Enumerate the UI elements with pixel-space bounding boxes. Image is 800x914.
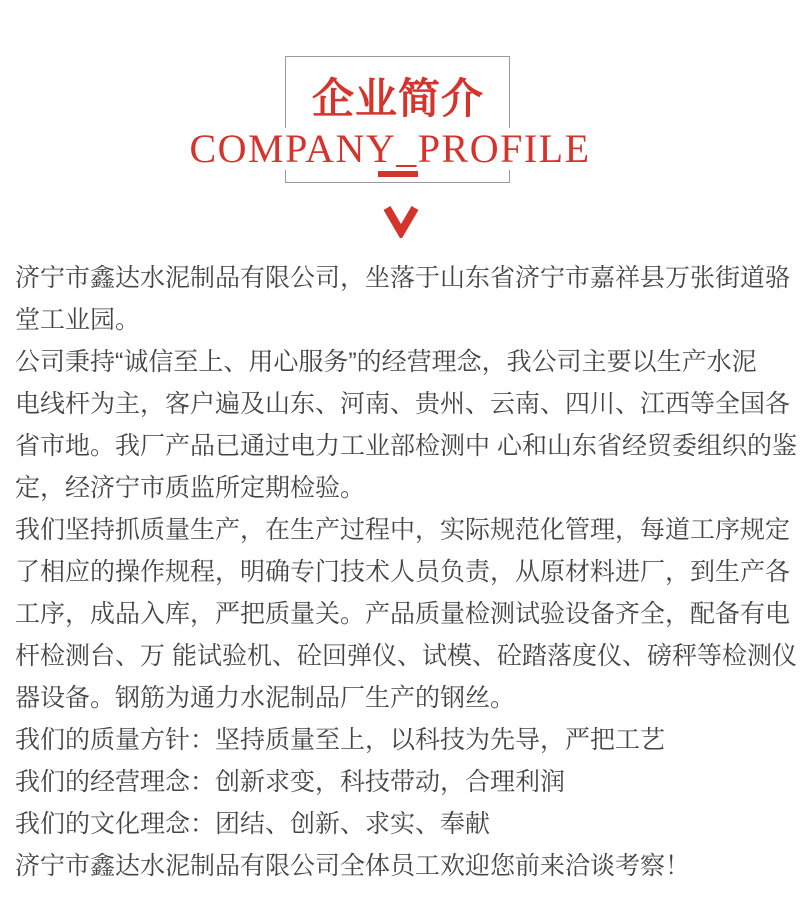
profile-text-line: 济宁市鑫达水泥制品有限公司，坐落于山东省济宁市嘉祥县万张街道骆 xyxy=(15,264,791,292)
profile-text-line: 电线杆为主，客户遍及山东、河南、贵州、云南、四川、江西等全国各 xyxy=(15,390,791,418)
profile-text-line: 我们坚持抓质量生产，在生产过程中，实际规范化管理，每道工序规定 xyxy=(15,516,791,544)
profile-text-line: 工序，成品入库，严把质量关。产品质量检测试验设备齐全，配备有电 xyxy=(15,600,791,628)
profile-text-line: 公司秉持“诚信至上、用心服务”的经营理念，我公司主要以生产水泥 xyxy=(15,348,757,376)
chevron-down-icon xyxy=(383,204,419,238)
profile-text-line: 了相应的操作规程，明确专门技术人员负责，从原材料进厂，到生产各 xyxy=(15,558,791,586)
profile-text-line: 省市地。我厂产品已通过电力工业部检测中 心和山东省经贸委组织的鉴 xyxy=(15,432,797,460)
section-title-en: COMPANY_PROFILE xyxy=(179,128,600,170)
profile-text-line: 器设备。钢筋为通力水泥制品厂生产的钢丝。 xyxy=(15,684,516,712)
profile-text-line: 我们的文化理念：团结、创新、求实、奉献 xyxy=(15,810,491,838)
section-title-cn: 企业简介 xyxy=(311,75,485,122)
profile-text-line: 我们的质量方针：坚持质量至上，以科技为先导，严把工艺 xyxy=(15,726,666,754)
profile-text-line: 杆检测台、万 能试验机、砼回弹仪、试模、砼踏落度仪、磅秤等检测仪 xyxy=(15,642,797,670)
profile-text-line: 堂工业园。 xyxy=(15,306,141,334)
profile-body xyxy=(15,257,797,887)
profile-text-line: 济宁市鑫达水泥制品有限公司全体员工欢迎您前来洽谈考察！ xyxy=(15,852,691,880)
profile-text-line: 定，经济宁市质监所定期检验。 xyxy=(15,474,366,502)
profile-text-line: 我们的经营理念：创新求变，科技带动，合理利润 xyxy=(15,768,566,796)
section-header xyxy=(0,0,800,250)
title-underline xyxy=(378,171,418,177)
